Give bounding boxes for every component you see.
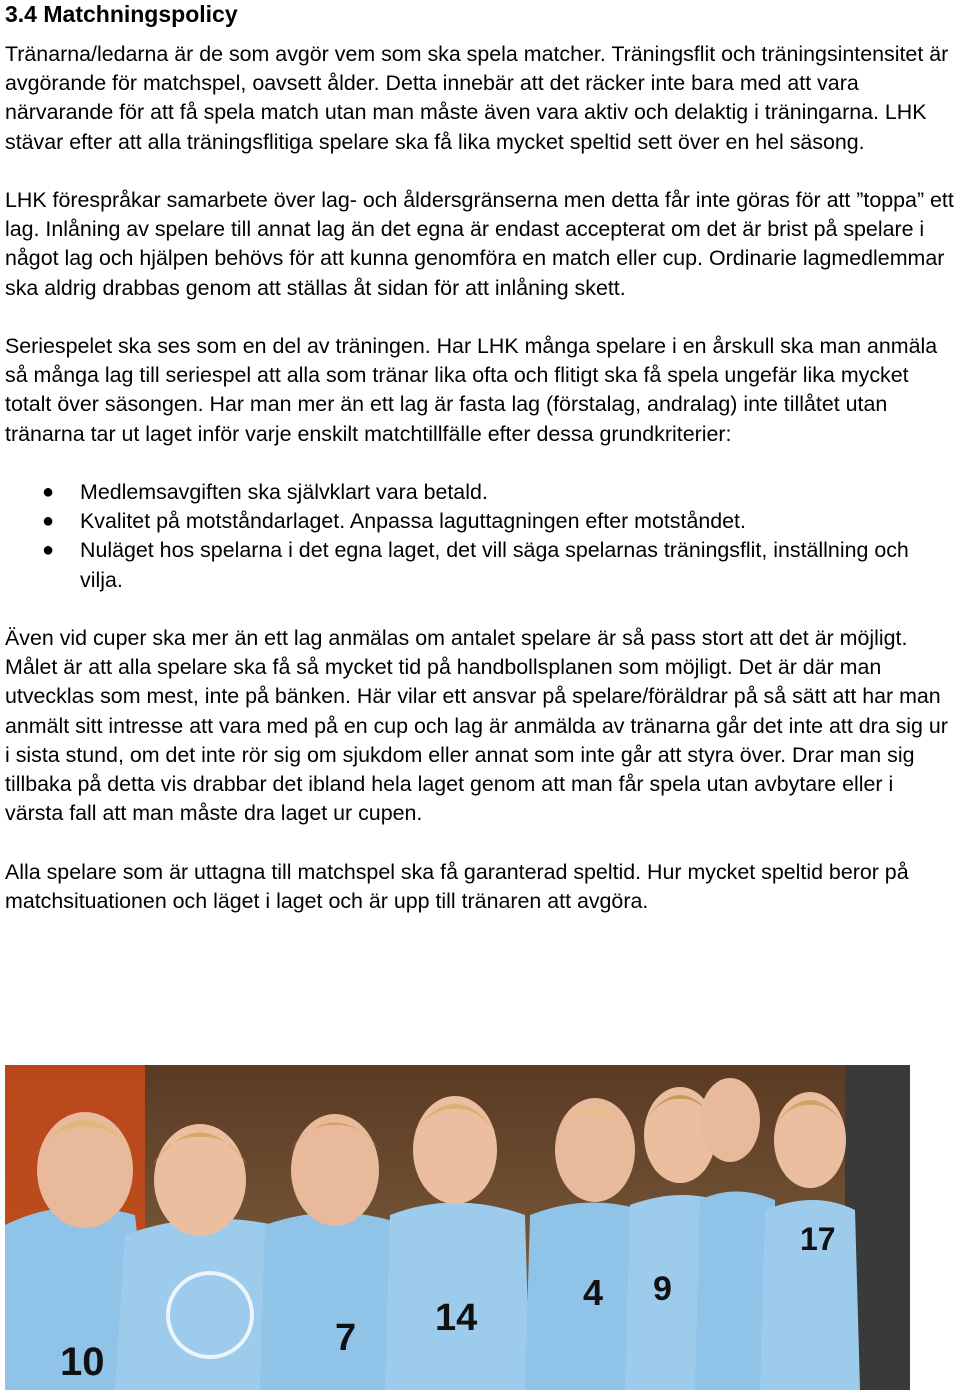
bullet-icon: ● [42,481,55,503]
bullet-icon: ● [42,510,55,533]
paragraph-series-play: Seriespelet ska ses som en del av träningen. Har LHK många spelare i en årskull ska man anmäla så många lag till seriespel att alla som tränar lika ofta och flitigt ska få spela ungefär lika mycket totalt över säsongen. Har man mer än ett lag är fasta lag (förstalag, andralag) inte tillåtet utan tränarna tar ut laget inför varje enskilt matchtillfälle efter dessa grundkriterier: [5,334,938,446]
jersey-number: 10 [60,1340,105,1384]
paragraph-cups: Även vid cuper ska mer än ett lag anmälas om antalet spelare är så pass stort att det är möjligt. Målet är att alla spelare ska få så mycket tid på handbollsplanen som möjligt. Det är där man utvecklas som mest, inte på bänken. Här vilar ett ansvar på spelare/föräldrar på så sätt att har man anmält sitt intresse att vara med på en cup och lag är anmälda av tränarna går det inte att dra sig ur i sista stund, om det inte rör sig om sjukdom eller annat som inte går att styra över. Drar man sig tillbaka på detta vis drabbar det ibland hela laget genom att man får spela utan avbytare eller i värsta fall att man måste dra laget ur cupen. [5,626,948,826]
jersey-number: 9 [653,1270,672,1308]
jersey-number: 14 [435,1297,478,1339]
list-item: ● Kvalitet på motståndarlaget. Anpassa laguttagningen efter motståndet. [5,507,955,536]
criteria-list [5,478,955,595]
jersey-number: 7 [335,1317,357,1359]
player-8 [760,1092,860,1390]
list-item: ● Medlemsavgiften ska självklart vara betald. [5,478,955,507]
list-item: ● Nuläget hos spelarna i det egna laget, det vill säga spelarnas träningsflit, inställning och vilja. [42,538,909,592]
body-text [5,40,955,945]
section-heading: 3.4 Matchningspolicy [5,1,238,27]
paragraph-training-effort: Tränarna/ledarna är de som avgör vem som ska spela matcher. Träningsflit och träningsintensitet är avgörande för matchspel, oavsett ålder. Detta innebär att det räcker inte bara med att vara närvarande för att få spela match utan man måste även vara aktiv och delaktig i träningarna. LHK stävar efter att alla träningsflitiga spelare ska få lika mycket speltid sett över en hel säsong. [5,42,949,154]
paragraph-cooperation: LHK förespråkar samarbete över lag- och åldersgränserna men detta får inte göras för att ”toppa” ett lag. Inlåning av spelare till annat lag än det egna är endast accepterat om det är brist på spelare i något lag och hjälpen behövs för att kunna genomföra en match eller cup. Ordinarie lagmedlemmar ska aldrig drabbas genom att ställas åt sidan för att inlåning skett. [5,188,954,300]
paragraph-guaranteed-playtime: Alla spelare som är uttagna till matchspel ska få garanterad speltid. Hur mycket speltid beror på matchsituationen och läget i laget och är upp till tränaren att avgöra. [5,859,909,913]
jersey-number: 4 [583,1272,604,1313]
bullet-icon: ● [42,539,55,562]
team-photo [5,1065,910,1390]
jersey-number: 17 [800,1221,836,1257]
team-photo-illustration [5,1065,910,1390]
